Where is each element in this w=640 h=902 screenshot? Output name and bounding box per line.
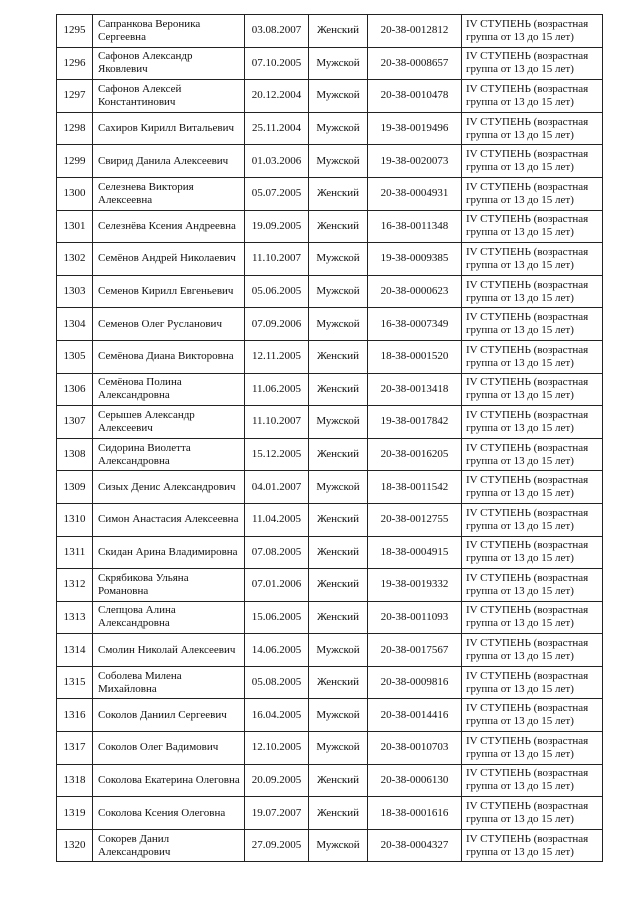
participant-id: 19-38-0019332 — [368, 569, 462, 602]
participant-id: 16-38-0011348 — [368, 210, 462, 243]
participants-table — [56, 14, 603, 862]
birth-date: 07.08.2005 — [245, 536, 309, 569]
gender: Мужской — [309, 699, 368, 732]
table-row — [57, 471, 603, 504]
gender: Женский — [309, 340, 368, 373]
row-number: 1318 — [57, 764, 93, 797]
participant-id: 20-38-0012755 — [368, 503, 462, 536]
table-row — [57, 373, 603, 406]
birth-date: 14.06.2005 — [245, 634, 309, 667]
participant-id: 20-38-0012812 — [368, 15, 462, 48]
table-row — [57, 503, 603, 536]
full-name: Селезнева Виктория Алексеевна — [93, 177, 245, 210]
gender: Мужской — [309, 829, 368, 862]
full-name: Соболева Милена Михайловна — [93, 666, 245, 699]
birth-date: 27.09.2005 — [245, 829, 309, 862]
gender: Мужской — [309, 112, 368, 145]
table-row — [57, 340, 603, 373]
table-row — [57, 666, 603, 699]
birth-date: 05.08.2005 — [245, 666, 309, 699]
table-row — [57, 243, 603, 276]
row-number: 1302 — [57, 243, 93, 276]
level-group: IV СТУПЕНЬ (возрастная группа от 13 до 15 лет) — [462, 601, 603, 634]
birth-date: 11.10.2007 — [245, 406, 309, 439]
participant-id: 20-38-0006130 — [368, 764, 462, 797]
gender: Мужской — [309, 47, 368, 80]
birth-date: 01.03.2006 — [245, 145, 309, 178]
gender: Мужской — [309, 80, 368, 113]
gender: Женский — [309, 503, 368, 536]
participant-id: 20-38-0016205 — [368, 438, 462, 471]
level-group: IV СТУПЕНЬ (возрастная группа от 13 до 15 лет) — [462, 210, 603, 243]
birth-date: 04.01.2007 — [245, 471, 309, 504]
level-group: IV СТУПЕНЬ (возрастная группа от 13 до 15 лет) — [462, 373, 603, 406]
full-name: Слепцова Алина Александровна — [93, 601, 245, 634]
row-number: 1319 — [57, 797, 93, 830]
row-number: 1310 — [57, 503, 93, 536]
table-row — [57, 177, 603, 210]
row-number: 1305 — [57, 340, 93, 373]
gender: Женский — [309, 210, 368, 243]
row-number: 1311 — [57, 536, 93, 569]
gender: Женский — [309, 536, 368, 569]
table-row — [57, 601, 603, 634]
table-row — [57, 764, 603, 797]
row-number: 1304 — [57, 308, 93, 341]
level-group: IV СТУПЕНЬ (возрастная группа от 13 до 15 лет) — [462, 406, 603, 439]
row-number: 1296 — [57, 47, 93, 80]
row-number: 1298 — [57, 112, 93, 145]
participant-id: 20-38-0010703 — [368, 732, 462, 765]
row-number: 1315 — [57, 666, 93, 699]
birth-date: 15.12.2005 — [245, 438, 309, 471]
participant-id: 18-38-0001616 — [368, 797, 462, 830]
birth-date: 16.04.2005 — [245, 699, 309, 732]
table-body — [57, 15, 603, 862]
table-row — [57, 797, 603, 830]
full-name: Симон Анастасия Алексеевна — [93, 503, 245, 536]
level-group: IV СТУПЕНЬ (возрастная группа от 13 до 15 лет) — [462, 699, 603, 732]
gender: Мужской — [309, 275, 368, 308]
full-name: Соколов Даниил Сергеевич — [93, 699, 245, 732]
birth-date: 12.10.2005 — [245, 732, 309, 765]
table-row — [57, 308, 603, 341]
table-row — [57, 210, 603, 243]
birth-date: 11.10.2007 — [245, 243, 309, 276]
participant-id: 20-38-0011093 — [368, 601, 462, 634]
row-number: 1316 — [57, 699, 93, 732]
table-row — [57, 406, 603, 439]
level-group: IV СТУПЕНЬ (возрастная группа от 13 до 15 лет) — [462, 732, 603, 765]
table-row — [57, 80, 603, 113]
participant-id: 20-38-0004931 — [368, 177, 462, 210]
gender: Мужской — [309, 634, 368, 667]
gender: Мужской — [309, 406, 368, 439]
birth-date: 20.12.2004 — [245, 80, 309, 113]
participant-id: 19-38-0009385 — [368, 243, 462, 276]
full-name: Сидорина Виолетта Александровна — [93, 438, 245, 471]
full-name: Соколова Екатерина Олеговна — [93, 764, 245, 797]
gender: Женский — [309, 438, 368, 471]
full-name: Соколова Ксения Олеговна — [93, 797, 245, 830]
level-group: IV СТУПЕНЬ (возрастная группа от 13 до 15 лет) — [462, 47, 603, 80]
table-row — [57, 275, 603, 308]
birth-date: 07.10.2005 — [245, 47, 309, 80]
row-number: 1308 — [57, 438, 93, 471]
level-group: IV СТУПЕНЬ (возрастная группа от 13 до 15 лет) — [462, 536, 603, 569]
full-name: Сахиров Кирилл Витальевич — [93, 112, 245, 145]
level-group: IV СТУПЕНЬ (возрастная группа от 13 до 15 лет) — [462, 438, 603, 471]
gender: Мужской — [309, 243, 368, 276]
level-group: IV СТУПЕНЬ (возрастная группа от 13 до 15 лет) — [462, 340, 603, 373]
participant-id: 20-38-0000623 — [368, 275, 462, 308]
birth-date: 03.08.2007 — [245, 15, 309, 48]
full-name: Сапранкова Вероника Сергеевна — [93, 15, 245, 48]
participant-id: 19-38-0017842 — [368, 406, 462, 439]
row-number: 1313 — [57, 601, 93, 634]
participant-id: 20-38-0010478 — [368, 80, 462, 113]
table-row — [57, 699, 603, 732]
table-row — [57, 732, 603, 765]
gender: Мужской — [309, 308, 368, 341]
birth-date: 15.06.2005 — [245, 601, 309, 634]
row-number: 1312 — [57, 569, 93, 602]
birth-date: 07.09.2006 — [245, 308, 309, 341]
full-name: Сафонов Александр Яковлевич — [93, 47, 245, 80]
full-name: Скидан Арина Владимировна — [93, 536, 245, 569]
full-name: Серышев Александр Алексеевич — [93, 406, 245, 439]
row-number: 1303 — [57, 275, 93, 308]
birth-date: 11.04.2005 — [245, 503, 309, 536]
gender: Женский — [309, 177, 368, 210]
gender: Мужской — [309, 471, 368, 504]
full-name: Смолин Николай Алексеевич — [93, 634, 245, 667]
full-name: Семенов Кирилл Евгеньевич — [93, 275, 245, 308]
gender: Женский — [309, 666, 368, 699]
participant-id: 19-38-0019496 — [368, 112, 462, 145]
table-row — [57, 634, 603, 667]
level-group: IV СТУПЕНЬ (возрастная группа от 13 до 15 лет) — [462, 80, 603, 113]
row-number: 1317 — [57, 732, 93, 765]
full-name: Семенов Олег Русланович — [93, 308, 245, 341]
participant-id: 20-38-0004327 — [368, 829, 462, 862]
participant-id: 20-38-0013418 — [368, 373, 462, 406]
participant-id: 16-38-0007349 — [368, 308, 462, 341]
gender: Мужской — [309, 145, 368, 178]
gender: Женский — [309, 15, 368, 48]
birth-date: 12.11.2005 — [245, 340, 309, 373]
birth-date: 20.09.2005 — [245, 764, 309, 797]
full-name: Селезнёва Ксения Андреевна — [93, 210, 245, 243]
table-row — [57, 47, 603, 80]
row-number: 1306 — [57, 373, 93, 406]
full-name: Скрябикова Ульяна Романовна — [93, 569, 245, 602]
participant-id: 18-38-0001520 — [368, 340, 462, 373]
birth-date: 05.06.2005 — [245, 275, 309, 308]
row-number: 1307 — [57, 406, 93, 439]
participant-id: 20-38-0009816 — [368, 666, 462, 699]
birth-date: 05.07.2005 — [245, 177, 309, 210]
full-name: Сафонов Алексей Константинович — [93, 80, 245, 113]
full-name: Свирид Данила Алексеевич — [93, 145, 245, 178]
row-number: 1300 — [57, 177, 93, 210]
gender: Женский — [309, 601, 368, 634]
row-number: 1314 — [57, 634, 93, 667]
birth-date: 19.09.2005 — [245, 210, 309, 243]
row-number: 1301 — [57, 210, 93, 243]
full-name: Сокорев Данил Александрович — [93, 829, 245, 862]
full-name: Семёнова Диана Викторовна — [93, 340, 245, 373]
participant-id: 19-38-0020073 — [368, 145, 462, 178]
level-group: IV СТУПЕНЬ (возрастная группа от 13 до 15 лет) — [462, 666, 603, 699]
gender: Женский — [309, 569, 368, 602]
birth-date: 25.11.2004 — [245, 112, 309, 145]
row-number: 1320 — [57, 829, 93, 862]
level-group: IV СТУПЕНЬ (возрастная группа от 13 до 15 лет) — [462, 503, 603, 536]
table-row — [57, 112, 603, 145]
participant-id: 18-38-0004915 — [368, 536, 462, 569]
table-row — [57, 145, 603, 178]
level-group: IV СТУПЕНЬ (возрастная группа от 13 до 15 лет) — [462, 634, 603, 667]
level-group: IV СТУПЕНЬ (возрастная группа от 13 до 15 лет) — [462, 829, 603, 862]
level-group: IV СТУПЕНЬ (возрастная группа от 13 до 15 лет) — [462, 471, 603, 504]
gender: Мужской — [309, 732, 368, 765]
full-name: Семёнов Андрей Николаевич — [93, 243, 245, 276]
row-number: 1299 — [57, 145, 93, 178]
table-row — [57, 829, 603, 862]
level-group: IV СТУПЕНЬ (возрастная группа от 13 до 15 лет) — [462, 275, 603, 308]
level-group: IV СТУПЕНЬ (возрастная группа от 13 до 15 лет) — [462, 243, 603, 276]
full-name: Сизых Денис Александрович — [93, 471, 245, 504]
table-row — [57, 15, 603, 48]
table-row — [57, 536, 603, 569]
gender: Женский — [309, 373, 368, 406]
level-group: IV СТУПЕНЬ (возрастная группа от 13 до 15 лет) — [462, 177, 603, 210]
full-name: Соколов Олег Вадимович — [93, 732, 245, 765]
level-group: IV СТУПЕНЬ (возрастная группа от 13 до 15 лет) — [462, 308, 603, 341]
level-group: IV СТУПЕНЬ (возрастная группа от 13 до 15 лет) — [462, 15, 603, 48]
full-name: Семёнова Полина Александровна — [93, 373, 245, 406]
level-group: IV СТУПЕНЬ (возрастная группа от 13 до 15 лет) — [462, 797, 603, 830]
row-number: 1297 — [57, 80, 93, 113]
gender: Женский — [309, 764, 368, 797]
birth-date: 11.06.2005 — [245, 373, 309, 406]
table-row — [57, 438, 603, 471]
gender: Женский — [309, 797, 368, 830]
participant-id: 20-38-0017567 — [368, 634, 462, 667]
level-group: IV СТУПЕНЬ (возрастная группа от 13 до 15 лет) — [462, 112, 603, 145]
birth-date: 19.07.2007 — [245, 797, 309, 830]
level-group: IV СТУПЕНЬ (возрастная группа от 13 до 15 лет) — [462, 764, 603, 797]
participant-id: 18-38-0011542 — [368, 471, 462, 504]
row-number: 1309 — [57, 471, 93, 504]
level-group: IV СТУПЕНЬ (возрастная группа от 13 до 15 лет) — [462, 145, 603, 178]
birth-date: 07.01.2006 — [245, 569, 309, 602]
row-number: 1295 — [57, 15, 93, 48]
participant-id: 20-38-0008657 — [368, 47, 462, 80]
table-row — [57, 569, 603, 602]
level-group: IV СТУПЕНЬ (возрастная группа от 13 до 15 лет) — [462, 569, 603, 602]
participant-id: 20-38-0014416 — [368, 699, 462, 732]
